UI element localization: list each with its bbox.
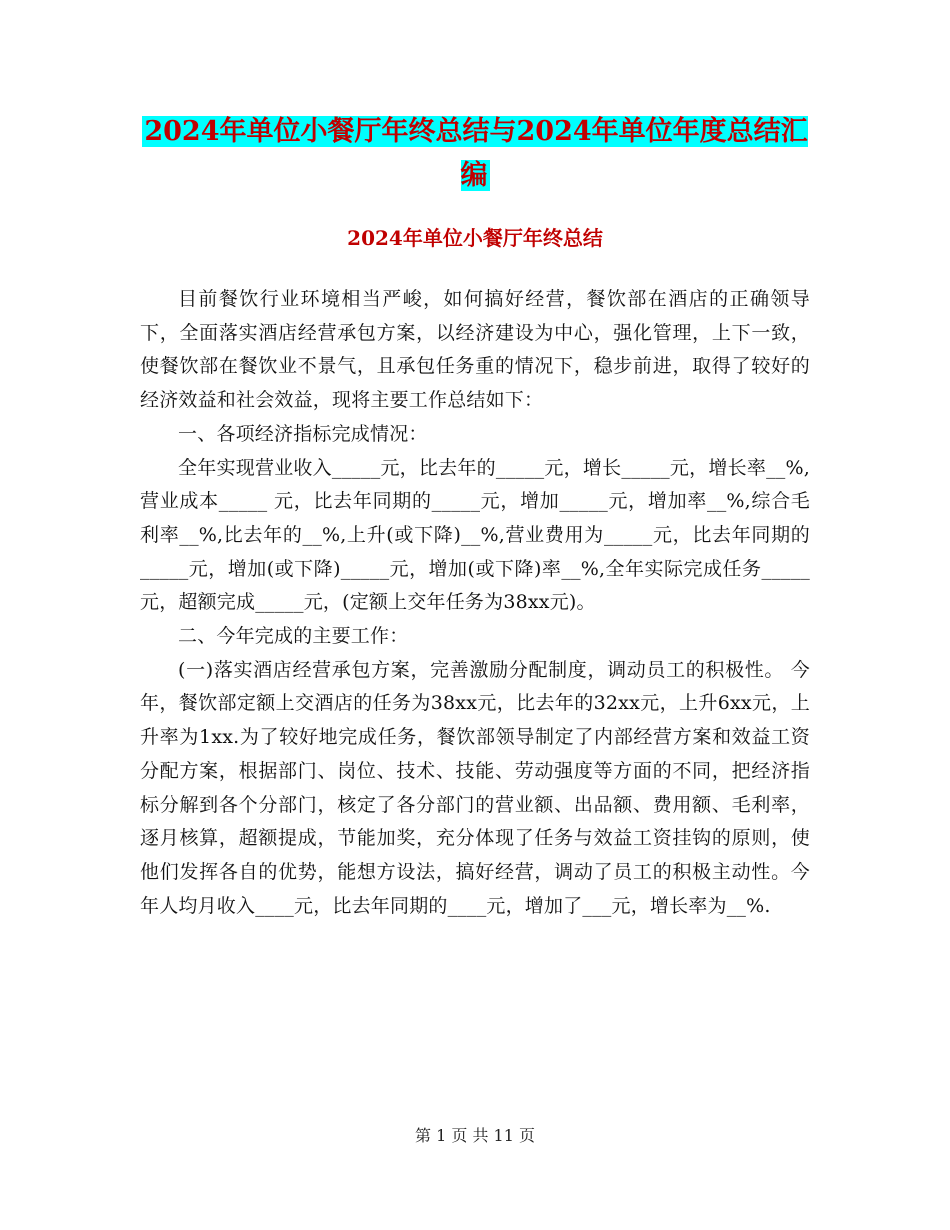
paragraph-heading-work: 二、今年完成的主要工作： xyxy=(178,625,409,648)
paragraph-heading-indicators: 一、各项经济指标完成情况： xyxy=(178,422,428,445)
page-footer xyxy=(0,1124,950,1148)
paragraph-intro: 目前餐饮行业环境相当严峻，如何搞好经营，餐饮部在酒店的正确领导下，全面落实酒店经营承包方案，以经济建设为中心，强化管理，上下一致，使餐饮部在餐饮业不景气，且承包任务重的情况下，稳步前进，取得了较好的经济效益和社会效益，现将主要工作总结如下： xyxy=(140,288,810,412)
footer-suffix: 页 xyxy=(519,1126,536,1145)
document-body xyxy=(140,283,810,923)
document-title xyxy=(140,110,810,198)
footer-current-page: 1 xyxy=(436,1126,447,1145)
paragraph-work-1: (一)落实酒店经营承包方案，完善激励分配制度，调动员工的积极性。 今年，餐饮部定额上交酒店的任务为38xx元，比去年的32xx元，上升6xx元，上升率为1xx.为了较好地完成任务，餐饮部领导制定了内部经营方案和效益工资分配方案，根据部门、岗位、技术、技能、劳动强度等方面的不同，把经济指标分解到各个分部门，核定了各分部门的营业额、出品额、费用额、毛利率，逐月核算，超额提成，节能加奖，充分体现了任务与效益工资挂钩的原则，使他们发挥各自的优势，能想方设法，搞好经营，调动了员工的积极主动性。今年人均月收入____元，比去年同期的____元，增加了___元，增长率为__%. xyxy=(140,658,810,917)
document-title-text: 2024年单位小餐厅年终总结与2024年单位年度总结汇编 xyxy=(144,116,808,191)
footer-middle: 页 共 xyxy=(451,1126,489,1145)
paragraph-indicators: 全年实现营业收入_____元，比去年的_____元，增长_____元，增长率__%,营业成本_____ 元，比去年同期的_____元，增加_____元，增加率__%,综合毛利率__%,比去年的__%,上升(或下降)__%,营业费用为_____元，比去年同期的_____元，增加(或下降)_____元，增加(或下降)率__%,全年实际完成任务_____元，超额完成_____元，(定额上交年任务为38xx元)。 xyxy=(140,456,810,614)
section-title: 2024年单位小餐厅年终总结 xyxy=(347,226,603,250)
footer-total-pages: 11 xyxy=(493,1126,514,1145)
footer-prefix: 第 xyxy=(414,1126,431,1145)
